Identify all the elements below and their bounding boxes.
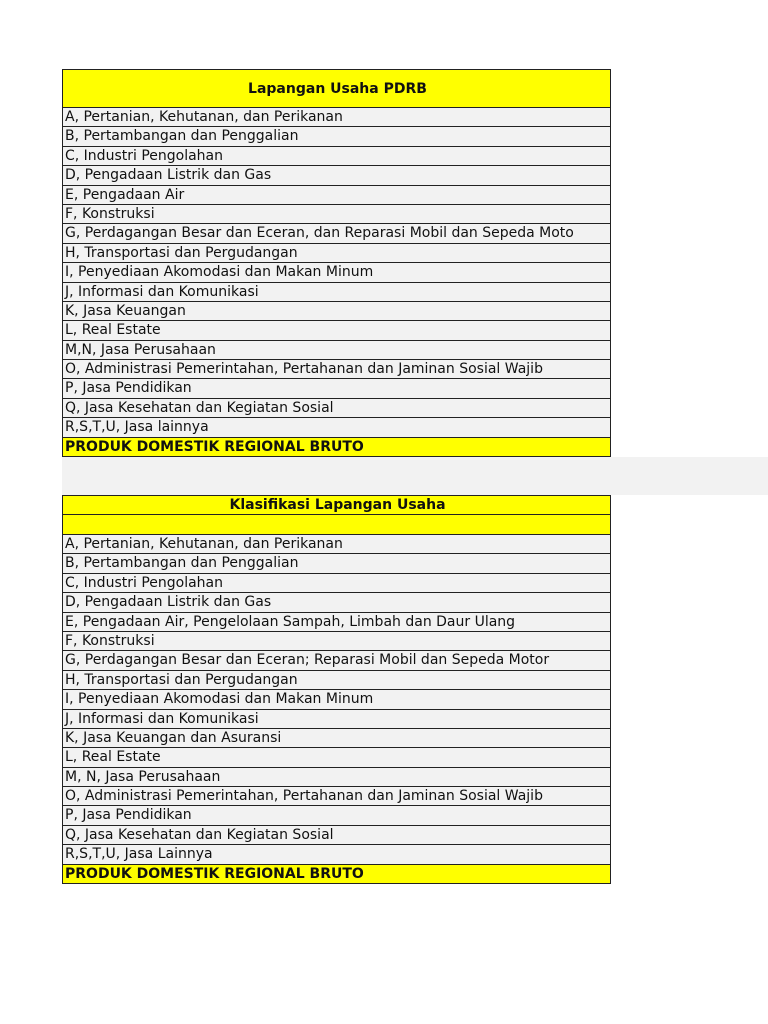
table-klasifikasi-lapangan-usaha <box>62 495 611 884</box>
table2-row-d[interactable]: D, Pengadaan Listrik dan Gas <box>62 593 611 612</box>
table1-row-a[interactable]: A, Pertanian, Kehutanan, dan Perikanan <box>62 108 611 127</box>
table2-row-b[interactable]: B, Pertambangan dan Penggalian <box>62 554 611 573</box>
table2-row-e[interactable]: E, Pengadaan Air, Pengelolaan Sampah, Limbah dan Daur Ulang <box>62 613 611 632</box>
table2-row-k[interactable]: K, Jasa Keuangan dan Asuransi <box>62 729 611 748</box>
table-lapangan-usaha-pdrb <box>62 69 611 457</box>
table2-row-mn[interactable]: M, N, Jasa Perusahaan <box>62 768 611 787</box>
table1-row-mn[interactable]: M,N, Jasa Perusahaan <box>62 341 611 360</box>
table1-row-b[interactable]: B, Pertambangan dan Penggalian <box>62 127 611 146</box>
table1-row-p[interactable]: P, Jasa Pendidikan <box>62 379 611 398</box>
table2-row-g[interactable]: G, Perdagangan Besar dan Eceran; Reparasi Mobil dan Sepeda Motor <box>62 651 611 670</box>
table1-row-q[interactable]: Q, Jasa Kesehatan dan Kegiatan Sosial <box>62 399 611 418</box>
table2-row-f[interactable]: F, Konstruksi <box>62 632 611 651</box>
table1-row-i[interactable]: I, Penyediaan Akomodasi dan Makan Minum <box>62 263 611 282</box>
table2-row-a[interactable]: A, Pertanian, Kehutanan, dan Perikanan <box>62 535 611 554</box>
gap-row-band <box>62 457 768 495</box>
table1-row-l[interactable]: L, Real Estate <box>62 321 611 340</box>
table1-row-e[interactable]: E, Pengadaan Air <box>62 186 611 205</box>
table1-row-k[interactable]: K, Jasa Keuangan <box>62 302 611 321</box>
table2-row-l[interactable]: L, Real Estate <box>62 748 611 767</box>
table1-total-row[interactable]: PRODUK DOMESTIK REGIONAL BRUTO <box>62 438 611 457</box>
table2-header[interactable]: Klasifikasi Lapangan Usaha <box>62 495 611 515</box>
table1-row-c[interactable]: C, Industri Pengolahan <box>62 147 611 166</box>
table2-row-o[interactable]: O, Administrasi Pemerintahan, Pertahanan dan Jaminan Sosial Wajib <box>62 787 611 806</box>
table2-row-p[interactable]: P, Jasa Pendidikan <box>62 806 611 825</box>
table1-row-f[interactable]: F, Konstruksi <box>62 205 611 224</box>
table2-total-row[interactable]: PRODUK DOMESTIK REGIONAL BRUTO <box>62 865 611 884</box>
table1-row-g[interactable]: G, Perdagangan Besar dan Eceran, dan Reparasi Mobil dan Sepeda Moto <box>62 224 611 243</box>
table2-row-h[interactable]: H, Transportasi dan Pergudangan <box>62 671 611 690</box>
table1-row-h[interactable]: H, Transportasi dan Pergudangan <box>62 244 611 263</box>
table1-header[interactable]: Lapangan Usaha PDRB <box>62 69 611 108</box>
table2-row-i[interactable]: I, Penyediaan Akomodasi dan Makan Minum <box>62 690 611 709</box>
table2-row-c[interactable]: C, Industri Pengolahan <box>62 574 611 593</box>
table1-row-o[interactable]: O, Administrasi Pemerintahan, Pertahanan dan Jaminan Sosial Wajib <box>62 360 611 379</box>
table2-row-rstu[interactable]: R,S,T,U, Jasa Lainnya <box>62 845 611 864</box>
table2-row-j[interactable]: J, Informasi dan Komunikasi <box>62 710 611 729</box>
table1-row-rstu[interactable]: R,S,T,U, Jasa lainnya <box>62 418 611 437</box>
table2-row-q[interactable]: Q, Jasa Kesehatan dan Kegiatan Sosial <box>62 826 611 845</box>
table1-row-d[interactable]: D, Pengadaan Listrik dan Gas <box>62 166 611 185</box>
table1-row-j[interactable]: J, Informasi dan Komunikasi <box>62 283 611 302</box>
table2-blank-row[interactable] <box>62 515 611 535</box>
